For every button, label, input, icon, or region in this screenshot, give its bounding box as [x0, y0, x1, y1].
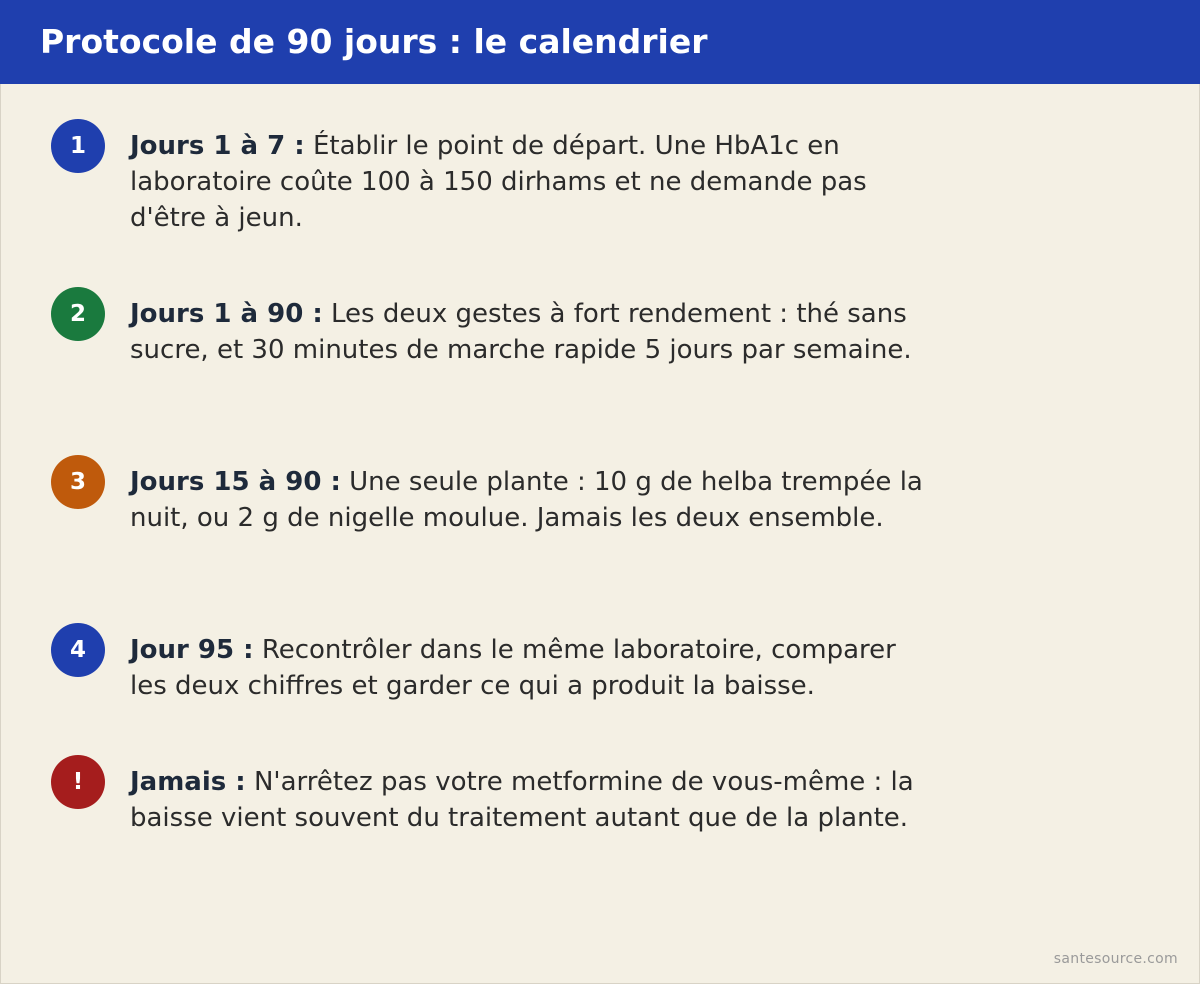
step-label: Jours 1 à 7 : — [130, 131, 305, 161]
step-number-badge: 1 — [51, 119, 105, 173]
footer-site-label: santesource.com — [1053, 951, 1178, 967]
step-description: N'arrêtez pas votre metformine de vous-même : la baisse vient souvent du traitement autant que de la plante. — [130, 767, 914, 833]
step-number-badge: 3 — [51, 455, 105, 509]
step-label: Jour 95 : — [130, 635, 254, 665]
step-number-badge: 4 — [51, 623, 105, 677]
page-title: Protocole de 90 jours : le calendrier — [40, 22, 708, 61]
step-label: Jours 15 à 90 : — [130, 467, 341, 497]
step-text — [130, 764, 930, 836]
step-text — [130, 632, 930, 704]
step-description: Une seule plante : 10 g de helba trempée la nuit, ou 2 g de nigelle moulue. Jamais les deux ensemble. — [130, 467, 923, 533]
step-text — [130, 464, 930, 536]
step-text — [130, 128, 930, 236]
step-description: Les deux gestes à fort rendement : thé sans sucre, et 30 minutes de marche rapide 5 jours par semaine. — [130, 299, 912, 365]
step-description: Établir le point de départ. Une HbA1c en laboratoire coûte 100 à 150 dirhams et ne demande pas d'être à jeun. — [130, 131, 867, 233]
page-header — [0, 0, 1200, 84]
step-number-badge: 2 — [51, 287, 105, 341]
step-text — [130, 296, 930, 368]
step-label: Jours 1 à 90 : — [130, 299, 323, 329]
warning-icon: ! — [51, 755, 105, 809]
step-label: Jamais : — [130, 767, 246, 797]
step-description: Recontrôler dans le même laboratoire, comparer les deux chiffres et garder ce qui a produit la baisse. — [130, 635, 896, 701]
